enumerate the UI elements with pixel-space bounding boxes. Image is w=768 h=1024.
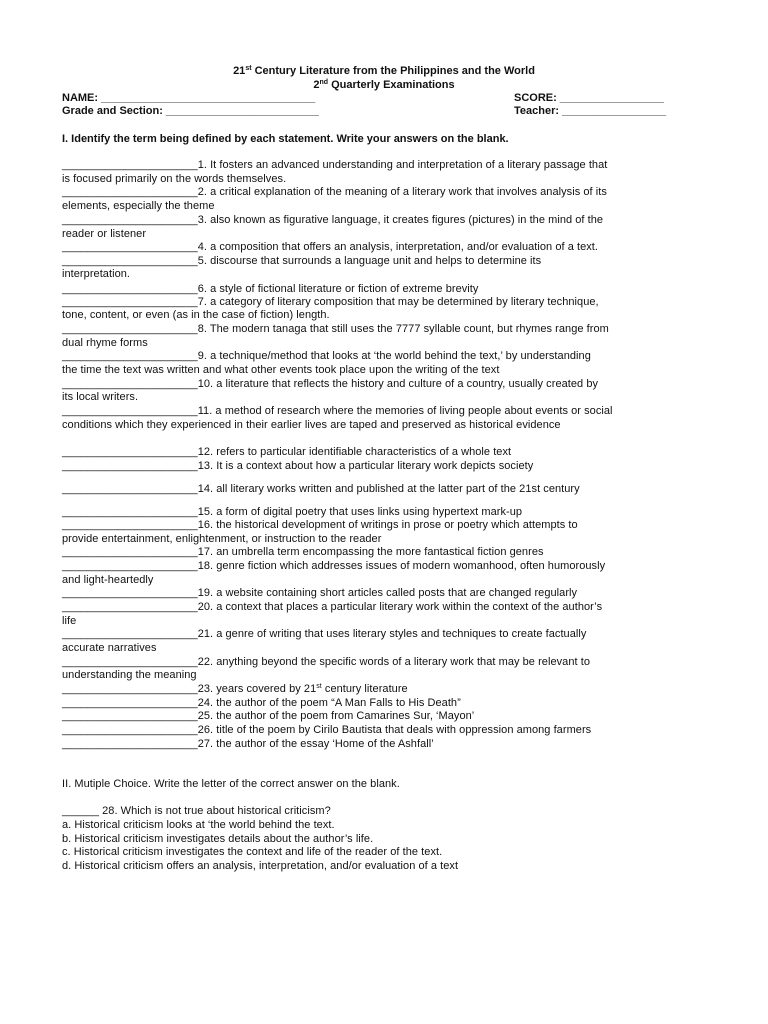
item-line: ______________________13. It is a context about how a particular literary work depicts society xyxy=(62,460,534,472)
name-field[interactable]: NAME: ___________________________________ xyxy=(62,92,316,104)
part1-instruction: I. Identify the term being defined by each statement. Write your answers on the blank. xyxy=(62,133,509,145)
choice-c: c. Historical criticism investigates the context and life of the reader of the text. xyxy=(62,846,443,858)
item-line: ______________________10. a literature that reflects the history and culture of a country, usually created by xyxy=(62,378,599,390)
item-line: ______________________23. years covered by 21st century literature xyxy=(62,683,408,695)
item-line: its local writers. xyxy=(62,391,139,403)
item-line: ______________________14. all literary works written and published at the latter part of the 21st century xyxy=(62,483,580,495)
choice-a: a. Historical criticism looks at ‘the world behind the text. xyxy=(62,819,335,831)
item-line: ______________________21. a genre of writing that uses literary styles and techniques to create factually xyxy=(62,628,587,640)
item-line: ______________________26. title of the poem by Cirilo Bautista that deals with oppression among farmers xyxy=(62,724,592,736)
item-line: ______________________20. a context that places a particular literary work within the context of the author’s xyxy=(62,601,603,613)
question-28: ______ 28. Which is not true about historical criticism? xyxy=(62,805,331,817)
exam-subtitle: 2nd Quarterly Examinations xyxy=(313,79,455,91)
item-line: ______________________3. also known as figurative language, it creates figures (pictures) in the mind of the xyxy=(62,214,604,226)
item-line: accurate narratives xyxy=(62,642,157,654)
item-line: life xyxy=(62,615,77,627)
item-line: ______________________2. a critical explanation of the meaning of a literary work that involves analysis of its xyxy=(62,186,607,198)
item-line: tone, content, or even (as in the case of fiction) length. xyxy=(62,309,330,321)
item-line: ______________________25. the author of the poem from Camarines Sur, ‘Mayon’ xyxy=(62,710,475,722)
item-line: ______________________24. the author of the poem “A Man Falls to His Death” xyxy=(62,697,461,709)
item-line: ______________________8. The modern tanaga that still uses the 7777 syllable count, but rhymes range from xyxy=(62,323,609,335)
item-line: ______________________11. a method of research where the memories of living people about events or social xyxy=(62,405,613,417)
item-line: and light-heartedly xyxy=(62,574,154,586)
item-line: ______________________1. It fosters an advanced understanding and interpretation of a literary passage that xyxy=(62,159,608,171)
item-line: understanding the meaning xyxy=(62,669,197,681)
item-line: reader or listener xyxy=(62,228,147,240)
item-line: conditions which they experienced in their earlier lives are taped and preserved as historical evidence xyxy=(62,419,561,431)
item-line: ______________________17. an umbrella term encompassing the more fantastical fiction genres xyxy=(62,546,544,558)
item-line: interpretation. xyxy=(62,268,131,280)
item-line: ______________________18. genre fiction which addresses issues of modern womanhood, often humorously xyxy=(62,560,606,572)
item-line: the time the text was written and what other events took place upon the writing of the text xyxy=(62,364,500,376)
choice-b: b. Historical criticism investigates details about the author’s life. xyxy=(62,833,374,845)
exam-title: 21st Century Literature from the Philippines and the World xyxy=(233,65,535,77)
score-field[interactable]: SCORE: _________________ xyxy=(514,92,664,104)
item-line: ______________________9. a technique/method that looks at ‘the world behind the text,’ by understanding xyxy=(62,350,591,362)
item-line: ______________________19. a website containing short articles called posts that are changed regularly xyxy=(62,587,578,599)
item-line: dual rhyme forms xyxy=(62,337,148,349)
item-line: ______________________6. a style of fictional literature or fiction of extreme brevity xyxy=(62,283,479,295)
part2-instruction: II. Mutiple Choice. Write the letter of the correct answer on the blank. xyxy=(62,778,400,790)
item-line: ______________________4. a composition that offers an analysis, interpretation, and/or evaluation of a text. xyxy=(62,241,599,253)
item-line: ______________________5. discourse that surrounds a language unit and helps to determine its xyxy=(62,255,542,267)
item-line: ______________________16. the historical development of writings in prose or poetry which attempts to xyxy=(62,519,578,531)
item-line: ______________________7. a category of literary composition that may be determined by literary technique, xyxy=(62,296,599,308)
grade-section-field[interactable]: Grade and Section: _________________________ xyxy=(62,105,319,117)
item-line: ______________________22. anything beyond the specific words of a literary work that may be relevant to xyxy=(62,656,590,668)
teacher-field[interactable]: Teacher: _________________ xyxy=(514,105,667,117)
item-line: ______________________15. a form of digital poetry that uses links using hypertext mark-up xyxy=(62,506,523,518)
item-line: is focused primarily on the words themselves. xyxy=(62,173,287,185)
item-line: ______________________12. refers to particular identifiable characteristics of a whole text xyxy=(62,446,512,458)
item-line: ______________________27. the author of the essay ‘Home of the Ashfall’ xyxy=(62,738,434,750)
item-line: provide entertainment, enlightenment, or instruction to the reader xyxy=(62,533,382,545)
item-line: elements, especially the theme xyxy=(62,200,215,212)
choice-d: d. Historical criticism offers an analysis, interpretation, and/or evaluation of a text xyxy=(62,860,459,872)
